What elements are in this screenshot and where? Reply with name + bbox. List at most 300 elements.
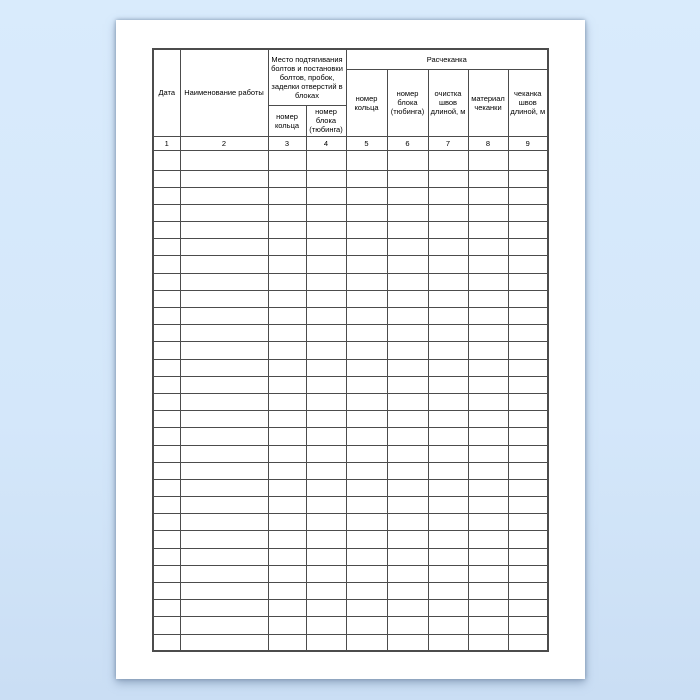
table-header xyxy=(153,49,548,150)
header-seam-caulking: чеканка швов длиной, м xyxy=(508,69,548,136)
empty-cell xyxy=(346,565,387,582)
empty-cell xyxy=(268,359,306,376)
empty-cell xyxy=(153,445,180,462)
table-row xyxy=(153,308,548,325)
empty-cell xyxy=(428,290,468,307)
empty-cell xyxy=(180,497,268,514)
empty-cell xyxy=(346,634,387,651)
empty-cell xyxy=(306,531,346,548)
empty-cell xyxy=(508,565,548,582)
empty-cell xyxy=(153,150,180,170)
empty-cell xyxy=(428,634,468,651)
empty-cell xyxy=(468,170,508,187)
empty-cell xyxy=(306,239,346,256)
table-row xyxy=(153,170,548,187)
empty-cell xyxy=(387,359,428,376)
empty-cell xyxy=(268,617,306,634)
table-row xyxy=(153,445,548,462)
empty-cell xyxy=(346,445,387,462)
empty-cell xyxy=(306,548,346,565)
empty-cell xyxy=(468,290,508,307)
empty-cell xyxy=(153,617,180,634)
table-row xyxy=(153,531,548,548)
header-date: Дата xyxy=(153,49,180,136)
empty-cell xyxy=(306,565,346,582)
empty-cell xyxy=(346,497,387,514)
empty-cell xyxy=(468,359,508,376)
empty-cell xyxy=(428,204,468,221)
empty-cell xyxy=(180,170,268,187)
empty-cell xyxy=(346,273,387,290)
empty-cell xyxy=(180,239,268,256)
table-row xyxy=(153,376,548,393)
empty-cell xyxy=(508,617,548,634)
empty-cell xyxy=(468,428,508,445)
empty-cell xyxy=(268,273,306,290)
empty-cell xyxy=(468,548,508,565)
empty-cell xyxy=(387,634,428,651)
column-number: 4 xyxy=(306,136,346,150)
empty-cell xyxy=(180,462,268,479)
header-caulking-group: Расчеканка xyxy=(346,49,548,69)
empty-cell xyxy=(306,617,346,634)
empty-cell xyxy=(508,548,548,565)
header-caulk-ring-number: номер кольца xyxy=(346,69,387,136)
empty-cell xyxy=(508,150,548,170)
empty-cell xyxy=(468,222,508,239)
empty-cell xyxy=(346,531,387,548)
empty-cell xyxy=(268,393,306,410)
table-row xyxy=(153,150,548,170)
table-row xyxy=(153,325,548,342)
table-row xyxy=(153,462,548,479)
empty-cell xyxy=(346,187,387,204)
empty-cell xyxy=(387,342,428,359)
empty-cell xyxy=(306,462,346,479)
empty-cell xyxy=(346,222,387,239)
empty-cell xyxy=(508,634,548,651)
empty-cell xyxy=(508,393,548,410)
empty-cell xyxy=(346,290,387,307)
empty-cell xyxy=(180,634,268,651)
table-row xyxy=(153,411,548,428)
empty-cell xyxy=(153,565,180,582)
empty-cell xyxy=(346,548,387,565)
empty-cell xyxy=(387,290,428,307)
empty-cell xyxy=(387,256,428,273)
empty-cell xyxy=(153,204,180,221)
table-row xyxy=(153,342,548,359)
column-number: 3 xyxy=(268,136,306,150)
empty-cell xyxy=(346,462,387,479)
empty-cell xyxy=(508,583,548,600)
empty-cell xyxy=(306,479,346,496)
empty-cell xyxy=(468,531,508,548)
table-row xyxy=(153,393,548,410)
column-number: 1 xyxy=(153,136,180,150)
empty-cell xyxy=(468,514,508,531)
empty-cell xyxy=(306,497,346,514)
empty-cell xyxy=(468,187,508,204)
empty-cell xyxy=(468,617,508,634)
table-row xyxy=(153,359,548,376)
empty-cell xyxy=(180,411,268,428)
table-row xyxy=(153,222,548,239)
empty-cell xyxy=(153,187,180,204)
empty-cell xyxy=(180,273,268,290)
empty-cell xyxy=(346,428,387,445)
column-number: 5 xyxy=(346,136,387,150)
empty-cell xyxy=(306,273,346,290)
empty-cell xyxy=(153,359,180,376)
empty-cell xyxy=(428,583,468,600)
empty-cell xyxy=(468,150,508,170)
table-row xyxy=(153,204,548,221)
empty-cell xyxy=(268,600,306,617)
empty-cell xyxy=(268,514,306,531)
empty-cell xyxy=(306,150,346,170)
table-row xyxy=(153,187,548,204)
empty-cell xyxy=(180,325,268,342)
empty-cell xyxy=(153,479,180,496)
empty-cell xyxy=(468,600,508,617)
empty-cell xyxy=(387,583,428,600)
empty-cell xyxy=(268,342,306,359)
empty-cell xyxy=(268,376,306,393)
empty-cell xyxy=(346,411,387,428)
empty-cell xyxy=(268,462,306,479)
empty-cell xyxy=(180,565,268,582)
empty-cell xyxy=(468,634,508,651)
empty-cell xyxy=(468,342,508,359)
empty-cell xyxy=(428,600,468,617)
table-row xyxy=(153,256,548,273)
column-number: 7 xyxy=(428,136,468,150)
empty-cell xyxy=(268,290,306,307)
empty-cell xyxy=(387,497,428,514)
empty-cell xyxy=(387,150,428,170)
empty-cell xyxy=(180,204,268,221)
header-caulk-material: материал чеканки xyxy=(468,69,508,136)
empty-cell xyxy=(508,187,548,204)
empty-cell xyxy=(306,428,346,445)
empty-cell xyxy=(468,256,508,273)
empty-cell xyxy=(468,204,508,221)
empty-cell xyxy=(153,342,180,359)
empty-cell xyxy=(387,428,428,445)
table-row xyxy=(153,290,548,307)
empty-cell xyxy=(180,393,268,410)
empty-cell xyxy=(268,531,306,548)
empty-cell xyxy=(468,583,508,600)
empty-cell xyxy=(428,222,468,239)
empty-cell xyxy=(180,583,268,600)
empty-cell xyxy=(180,187,268,204)
empty-cell xyxy=(508,222,548,239)
table-row xyxy=(153,600,548,617)
empty-cell xyxy=(468,239,508,256)
empty-cell xyxy=(180,342,268,359)
empty-cell xyxy=(387,393,428,410)
empty-cell xyxy=(346,359,387,376)
empty-cell xyxy=(153,583,180,600)
empty-cell xyxy=(153,290,180,307)
empty-cell xyxy=(306,204,346,221)
empty-cell xyxy=(306,342,346,359)
empty-cell xyxy=(387,617,428,634)
empty-cell xyxy=(346,514,387,531)
empty-cell xyxy=(180,600,268,617)
empty-cell xyxy=(180,256,268,273)
empty-cell xyxy=(268,308,306,325)
empty-cell xyxy=(428,376,468,393)
empty-cell xyxy=(468,411,508,428)
empty-cell xyxy=(508,600,548,617)
empty-cell xyxy=(306,514,346,531)
empty-cell xyxy=(306,445,346,462)
empty-cell xyxy=(468,462,508,479)
empty-cell xyxy=(508,462,548,479)
empty-cell xyxy=(180,445,268,462)
empty-cell xyxy=(346,325,387,342)
empty-cell xyxy=(508,325,548,342)
empty-cell xyxy=(180,308,268,325)
empty-cell xyxy=(387,308,428,325)
empty-cell xyxy=(306,634,346,651)
empty-cell xyxy=(387,600,428,617)
empty-cell xyxy=(153,376,180,393)
header-caulk-block-number: номер блока (тюбинга) xyxy=(387,69,428,136)
empty-cell xyxy=(428,325,468,342)
empty-cell xyxy=(346,170,387,187)
empty-cell xyxy=(346,479,387,496)
empty-cell xyxy=(153,273,180,290)
empty-cell xyxy=(346,617,387,634)
empty-cell xyxy=(268,479,306,496)
empty-cell xyxy=(306,393,346,410)
empty-cell xyxy=(268,428,306,445)
empty-cell xyxy=(468,565,508,582)
empty-cell xyxy=(387,325,428,342)
empty-cell xyxy=(428,428,468,445)
header-bolt-group: Место подтягивания болтов и постановки болтов, пробок, заделки отверстий в блоках xyxy=(268,49,346,105)
table-row xyxy=(153,49,548,69)
empty-cell xyxy=(153,239,180,256)
empty-cell xyxy=(268,634,306,651)
header-bolt-ring-number: номер кольца xyxy=(268,105,306,136)
empty-cell xyxy=(468,308,508,325)
empty-cell xyxy=(180,531,268,548)
empty-cell xyxy=(387,479,428,496)
empty-cell xyxy=(153,411,180,428)
empty-cell xyxy=(508,359,548,376)
empty-cell xyxy=(268,325,306,342)
empty-cell xyxy=(428,445,468,462)
empty-cell xyxy=(468,479,508,496)
empty-cell xyxy=(306,290,346,307)
empty-cell xyxy=(428,150,468,170)
empty-cell xyxy=(268,239,306,256)
table-row xyxy=(153,514,548,531)
empty-cell xyxy=(428,565,468,582)
empty-cell xyxy=(468,273,508,290)
empty-cell xyxy=(306,600,346,617)
empty-cell xyxy=(387,222,428,239)
empty-cell xyxy=(153,256,180,273)
empty-cell xyxy=(508,239,548,256)
empty-cell xyxy=(153,170,180,187)
empty-cell xyxy=(268,256,306,273)
empty-cell xyxy=(268,445,306,462)
empty-cell xyxy=(428,548,468,565)
empty-cell xyxy=(268,411,306,428)
empty-cell xyxy=(387,204,428,221)
empty-cell xyxy=(428,359,468,376)
empty-cell xyxy=(153,393,180,410)
empty-cell xyxy=(428,479,468,496)
empty-cell xyxy=(387,445,428,462)
empty-cell xyxy=(508,170,548,187)
table-row xyxy=(153,565,548,582)
empty-cell xyxy=(153,308,180,325)
empty-cell xyxy=(428,342,468,359)
empty-cell xyxy=(180,428,268,445)
column-number: 2 xyxy=(180,136,268,150)
document-page xyxy=(116,20,585,679)
empty-cell xyxy=(346,342,387,359)
empty-cell xyxy=(428,514,468,531)
header-seam-cleaning: очистка швов длиной, м xyxy=(428,69,468,136)
empty-cell xyxy=(387,462,428,479)
empty-cell xyxy=(153,222,180,239)
empty-cell xyxy=(306,187,346,204)
empty-cell xyxy=(508,342,548,359)
empty-cell xyxy=(508,445,548,462)
empty-cell xyxy=(346,308,387,325)
empty-cell xyxy=(306,308,346,325)
empty-cell xyxy=(268,222,306,239)
table-row xyxy=(153,634,548,651)
empty-cell xyxy=(268,583,306,600)
empty-cell xyxy=(508,273,548,290)
empty-cell xyxy=(180,150,268,170)
empty-cell xyxy=(346,204,387,221)
empty-cell xyxy=(428,308,468,325)
empty-cell xyxy=(387,170,428,187)
empty-cell xyxy=(508,290,548,307)
work-log-table xyxy=(152,48,549,652)
empty-cell xyxy=(508,376,548,393)
empty-cell xyxy=(153,428,180,445)
table-row xyxy=(153,497,548,514)
empty-cell xyxy=(428,497,468,514)
empty-cell xyxy=(468,445,508,462)
empty-cell xyxy=(468,325,508,342)
empty-cell xyxy=(346,393,387,410)
empty-rows xyxy=(153,150,548,651)
empty-cell xyxy=(468,376,508,393)
empty-cell xyxy=(306,170,346,187)
empty-cell xyxy=(346,239,387,256)
empty-cell xyxy=(268,150,306,170)
empty-cell xyxy=(346,376,387,393)
empty-cell xyxy=(387,565,428,582)
empty-cell xyxy=(508,479,548,496)
empty-cell xyxy=(428,187,468,204)
empty-cell xyxy=(346,600,387,617)
empty-cell xyxy=(428,239,468,256)
empty-cell xyxy=(428,256,468,273)
empty-cell xyxy=(180,479,268,496)
empty-cell xyxy=(180,290,268,307)
empty-cell xyxy=(508,514,548,531)
empty-cell xyxy=(428,170,468,187)
table-row xyxy=(153,273,548,290)
empty-cell xyxy=(387,411,428,428)
empty-cell xyxy=(508,308,548,325)
empty-cell xyxy=(508,497,548,514)
column-number: 9 xyxy=(508,136,548,150)
table-row xyxy=(153,583,548,600)
column-number: 6 xyxy=(387,136,428,150)
table-row xyxy=(153,548,548,565)
empty-cell xyxy=(153,325,180,342)
empty-cell xyxy=(387,514,428,531)
empty-cell xyxy=(468,393,508,410)
empty-cell xyxy=(306,256,346,273)
empty-cell xyxy=(306,359,346,376)
empty-cell xyxy=(428,531,468,548)
empty-cell xyxy=(153,514,180,531)
empty-cell xyxy=(508,204,548,221)
empty-cell xyxy=(153,600,180,617)
empty-cell xyxy=(180,514,268,531)
empty-cell xyxy=(508,531,548,548)
empty-cell xyxy=(306,411,346,428)
empty-cell xyxy=(428,411,468,428)
empty-cell xyxy=(387,187,428,204)
empty-cell xyxy=(153,548,180,565)
empty-cell xyxy=(346,150,387,170)
empty-cell xyxy=(428,273,468,290)
empty-cell xyxy=(180,617,268,634)
empty-cell xyxy=(153,531,180,548)
empty-cell xyxy=(306,376,346,393)
empty-cell xyxy=(306,222,346,239)
empty-cell xyxy=(387,548,428,565)
empty-cell xyxy=(268,565,306,582)
header-bolt-block-number: номер блока (тюбинга) xyxy=(306,105,346,136)
empty-cell xyxy=(153,462,180,479)
empty-cell xyxy=(268,497,306,514)
table-row xyxy=(153,239,548,256)
table-row xyxy=(153,617,548,634)
empty-cell xyxy=(428,393,468,410)
empty-cell xyxy=(268,548,306,565)
empty-cell xyxy=(346,256,387,273)
empty-cell xyxy=(387,273,428,290)
column-number: 8 xyxy=(468,136,508,150)
column-number-row xyxy=(153,136,548,150)
table-row xyxy=(153,479,548,496)
empty-cell xyxy=(153,497,180,514)
empty-cell xyxy=(180,548,268,565)
empty-cell xyxy=(306,325,346,342)
empty-cell xyxy=(268,204,306,221)
empty-cell xyxy=(153,634,180,651)
empty-cell xyxy=(180,222,268,239)
header-work-name: Наименование работы xyxy=(180,49,268,136)
